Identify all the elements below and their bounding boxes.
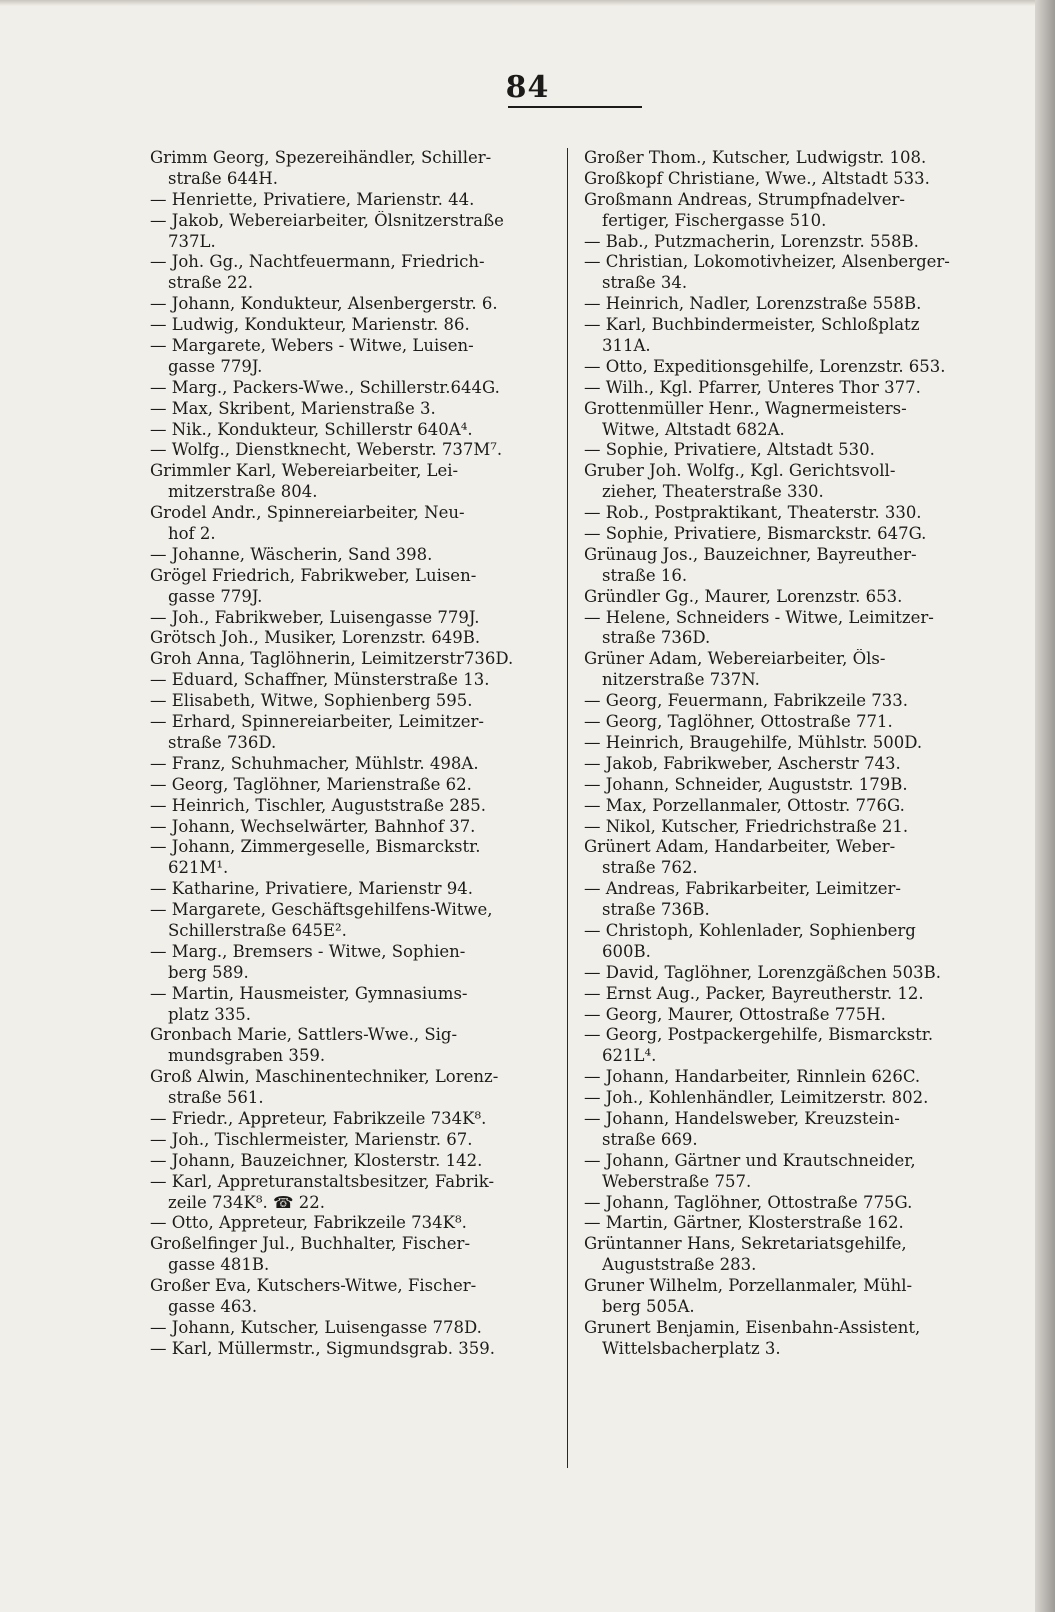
directory-entry-continuation: platz 335. <box>168 1004 251 1024</box>
directory-entry-line: — Andreas, Fabrikarbeiter, Leimitzer- <box>584 879 901 899</box>
directory-entry-line: — Rob., Postpraktikant, Theaterstr. 330. <box>584 503 922 523</box>
directory-entry-line: — Georg, Taglöhner, Ottostraße 771. <box>584 712 893 732</box>
directory-entry-line: — Otto, Appreteur, Fabrikzeile 734K⁸. <box>150 1213 467 1233</box>
directory-entry-line: — Otto, Expeditionsgehilfe, Lorenzstr. 653. <box>584 356 946 376</box>
directory-entry-line: — Georg, Feuermann, Fabrikzeile 733. <box>584 691 909 711</box>
directory-entry-line: Gronbach Marie, Sattlers-Wwe., Sig- <box>150 1025 458 1045</box>
directory-entry-line: — Bab., Putzmacherin, Lorenzstr. 558B. <box>584 231 919 251</box>
directory-entry-line: — Christian, Lokomotivheizer, Alsenberger- <box>584 252 950 272</box>
directory-entry-line: — Joh., Tischlermeister, Marienstr. 67. <box>150 1129 473 1149</box>
directory-entry-continuation: gasse 779J. <box>168 356 263 376</box>
directory-entry-continuation: straße 736B. <box>602 900 710 920</box>
directory-entry-line: — Christoph, Kohlenlader, Sophienberg <box>584 920 916 940</box>
directory-entry-continuation: berg 589. <box>168 962 249 982</box>
directory-entry-continuation: berg 505A. <box>602 1296 695 1316</box>
directory-entry-continuation: zieher, Theaterstraße 330. <box>602 482 824 502</box>
directory-entry-line: — Joh., Kohlenhändler, Leimitzerstr. 802. <box>584 1088 929 1108</box>
directory-entry-line: — Johann, Taglöhner, Ottostraße 775G. <box>584 1192 913 1212</box>
directory-entry-line: Grimmler Karl, Webereiarbeiter, Lei- <box>150 461 459 481</box>
page-binding-edge <box>1035 0 1055 1612</box>
directory-entry-line: — Wilh., Kgl. Pfarrer, Unteres Thor 377. <box>584 377 921 397</box>
directory-entry-line: Grünaug Jos., Bauzeichner, Bayreuther- <box>584 544 917 564</box>
directory-entry-line: — Wolfg., Dienstknecht, Weberstr. 737M⁷. <box>150 440 503 460</box>
directory-entry-line: — Marg., Packers-Wwe., Schillerstr.644G. <box>150 377 500 397</box>
directory-entry-line: — Johann, Bauzeichner, Klosterstr. 142. <box>150 1150 483 1170</box>
directory-column-left <box>150 148 550 1360</box>
directory-entry-continuation: straße 22. <box>168 273 254 293</box>
directory-entry-continuation: Wittelsbacherplatz 3. <box>602 1338 781 1358</box>
directory-entry-continuation: straße 736D. <box>602 628 711 648</box>
directory-entry-continuation: mundsgraben 359. <box>168 1046 326 1066</box>
directory-entry-line: — Georg, Taglöhner, Marienstraße 62. <box>150 774 472 794</box>
directory-entry-continuation: 311A. <box>602 336 651 356</box>
directory-entry-continuation: fertiger, Fischergasse 510. <box>602 210 827 230</box>
directory-entry-continuation: gasse 463. <box>168 1296 258 1316</box>
directory-entry-continuation: 621L⁴. <box>602 1046 657 1066</box>
directory-entry-line: — Johann, Kutscher, Luisengasse 778D. <box>150 1317 482 1337</box>
directory-entry-line: Groh Anna, Taglöhnerin, Leimitzerstr736D. <box>150 649 514 669</box>
directory-entry-line: — Elisabeth, Witwe, Sophienberg 595. <box>150 691 473 711</box>
directory-entry-line: Gründler Gg., Maurer, Lorenzstr. 653. <box>584 586 903 606</box>
directory-entry-line: — Friedr., Appreteur, Fabrikzeile 734K⁸. <box>150 1108 487 1128</box>
directory-entry-line: — Georg, Maurer, Ottostraße 775H. <box>584 1004 886 1024</box>
directory-entry-line: — Eduard, Schaffner, Münsterstraße 13. <box>150 670 490 690</box>
directory-entry-line: Grüntanner Hans, Sekretariatsgehilfe, <box>584 1234 907 1254</box>
directory-entry-line: — Ludwig, Kondukteur, Marienstr. 86. <box>150 315 470 335</box>
directory-entry-line: — Franz, Schuhmacher, Mühlstr. 498A. <box>150 753 479 773</box>
directory-entry-line: — Heinrich, Nadler, Lorenzstraße 558B. <box>584 294 922 314</box>
directory-entry-continuation: straße 16. <box>602 565 688 585</box>
directory-entry-line: Groß Alwin, Maschinentechniker, Lorenz- <box>150 1067 499 1087</box>
directory-entry-continuation: Weberstraße 757. <box>602 1171 752 1191</box>
directory-entry-line: — Helene, Schneiders - Witwe, Leimitzer- <box>584 607 934 627</box>
directory-entry-continuation: hof 2. <box>168 524 216 544</box>
directory-entry-line: — Marg., Bremsers - Witwe, Sophien- <box>150 941 466 961</box>
directory-entry-continuation: 737L. <box>168 231 216 251</box>
directory-entry-line: Gruber Joh. Wolfg., Kgl. Gerichtsvoll- <box>584 461 896 481</box>
directory-entry-line: — Johann, Zimmergeselle, Bismarckstr. <box>150 837 481 857</box>
directory-entry-continuation: 621M¹. <box>168 858 229 878</box>
directory-entry-line: — Karl, Appreturanstaltsbesitzer, Fabrik- <box>150 1171 495 1191</box>
directory-entry-line: — Nik., Kondukteur, Schillerstr 640A⁴. <box>150 419 473 439</box>
directory-entry-continuation: gasse 481B. <box>168 1255 270 1275</box>
directory-entry-line: Großer Eva, Kutschers-Witwe, Fischer- <box>150 1276 477 1296</box>
directory-entry-continuation: 600B. <box>602 941 651 961</box>
directory-entry-line: — Sophie, Privatiere, Bismarckstr. 647G. <box>584 524 927 544</box>
directory-entry-line: — Max, Skribent, Marienstraße 3. <box>150 398 436 418</box>
directory-entry-continuation: Auguststraße 283. <box>602 1255 757 1275</box>
directory-entry-continuation: nitzerstraße 737N. <box>602 670 760 690</box>
directory-entry-line: — Johann, Wechselwärter, Bahnhof 37. <box>150 816 476 836</box>
directory-entry-line: Grodel Andr., Spinnereiarbeiter, Neu- <box>150 503 465 523</box>
directory-entry-line: — Karl, Buchbindermeister, Schloßplatz <box>584 315 920 335</box>
directory-entry-continuation: straße 736D. <box>168 732 277 752</box>
directory-entry-line: — Martin, Hausmeister, Gymnasiums- <box>150 983 468 1003</box>
directory-entry-line: Großelfinger Jul., Buchhalter, Fischer- <box>150 1234 471 1254</box>
directory-entry-line: — Sophie, Privatiere, Altstadt 530. <box>584 440 875 460</box>
directory-entry-continuation: Schillerstraße 645E². <box>168 920 347 940</box>
directory-entry-line: — Johanne, Wäscherin, Sand 398. <box>150 544 433 564</box>
directory-entry-line: — Karl, Müllermstr., Sigmundsgrab. 359. <box>150 1338 495 1358</box>
directory-entry-line: — Johann, Handelsweber, Kreuzstein- <box>584 1108 900 1128</box>
directory-entry-line: Grünert Adam, Handarbeiter, Weber- <box>584 837 896 857</box>
directory-entry-line: Grötsch Joh., Musiker, Lorenzstr. 649B. <box>150 628 481 648</box>
directory-entry-continuation: zeile 734K⁸. ☎ 22. <box>168 1192 325 1212</box>
directory-entry-line: — Margarete, Webers - Witwe, Luisen- <box>150 336 474 356</box>
page-number-rule <box>508 106 642 108</box>
directory-entry-continuation: straße 644H. <box>168 168 278 188</box>
directory-entry-line: — Margarete, Geschäftsgehilfens-Witwe, <box>150 900 493 920</box>
directory-entry-line: — Nikol, Kutscher, Friedrichstraße 21. <box>584 816 909 836</box>
directory-entry-line: — Martin, Gärtner, Klosterstraße 162. <box>584 1213 904 1233</box>
directory-entry-line: — Johann, Schneider, Auguststr. 179B. <box>584 774 908 794</box>
directory-entry-line: — Max, Porzellanmaler, Ottostr. 776G. <box>584 795 905 815</box>
directory-entry-line: — Heinrich, Tischler, Auguststraße 285. <box>150 795 486 815</box>
directory-entry-continuation: straße 561. <box>168 1088 264 1108</box>
directory-entry-line: — Georg, Postpackergehilfe, Bismarckstr. <box>584 1025 934 1045</box>
directory-entry-continuation: straße 669. <box>602 1129 698 1149</box>
directory-entry-line: Grüner Adam, Webereiarbeiter, Öls- <box>584 649 886 669</box>
directory-entry-continuation: straße 34. <box>602 273 688 293</box>
directory-entry-line: — Jakob, Webereiarbeiter, Ölsnitzerstraße <box>150 210 504 230</box>
directory-entry-continuation: straße 762. <box>602 858 698 878</box>
directory-entry-line: — Katharine, Privatiere, Marienstr 94. <box>150 879 474 899</box>
directory-entry-line: Grottenmüller Henr., Wagnermeisters- <box>584 398 907 418</box>
directory-entry-line: — Joh. Gg., Nachtfeuermann, Friedrich- <box>150 252 485 272</box>
directory-entry-line: Gruner Wilhelm, Porzellanmaler, Mühl- <box>584 1276 913 1296</box>
directory-entry-line: — Ernst Aug., Packer, Bayreutherstr. 12. <box>584 983 924 1003</box>
directory-entry-line: Großer Thom., Kutscher, Ludwigstr. 108. <box>584 148 927 167</box>
directory-entry-line: Grögel Friedrich, Fabrikweber, Luisen- <box>150 565 477 585</box>
directory-entry-line: — Erhard, Spinnereiarbeiter, Leimitzer- <box>150 712 484 732</box>
directory-entry-line: Großkopf Christiane, Wwe., Altstadt 533. <box>584 168 930 188</box>
directory-entry-line: — Johann, Kondukteur, Alsenbergerstr. 6. <box>150 294 498 314</box>
directory-entry-line: — Henriette, Privatiere, Marienstr. 44. <box>150 189 475 209</box>
directory-entry-line: — Jakob, Fabrikweber, Ascherstr 743. <box>584 753 901 773</box>
directory-entry-line: Grunert Benjamin, Eisenbahn-Assistent, <box>584 1317 921 1337</box>
directory-entry-line: — Johann, Handarbeiter, Rinnlein 626C. <box>584 1067 921 1087</box>
directory-column-right <box>584 148 989 1360</box>
directory-entry-continuation: mitzerstraße 804. <box>168 482 318 502</box>
directory-entry-line: — Heinrich, Braugehilfe, Mühlstr. 500D. <box>584 732 923 752</box>
page-top-edge <box>0 0 1055 6</box>
directory-entry-line: — David, Taglöhner, Lorenzgäßchen 503B. <box>584 962 942 982</box>
directory-entry-line: — Joh., Fabrikweber, Luisengasse 779J. <box>150 607 480 627</box>
directory-entry-line: Großmann Andreas, Strumpfnadelver- <box>584 189 905 209</box>
directory-entry-continuation: Witwe, Altstadt 682A. <box>602 419 785 439</box>
page-number: 84 <box>505 70 550 105</box>
column-divider <box>567 148 568 1468</box>
directory-entry-line: Grimm Georg, Spezereihändler, Schiller- <box>150 148 492 167</box>
directory-entry-line: — Johann, Gärtner und Krautschneider, <box>584 1150 916 1170</box>
directory-entry-continuation: gasse 779J. <box>168 586 263 606</box>
